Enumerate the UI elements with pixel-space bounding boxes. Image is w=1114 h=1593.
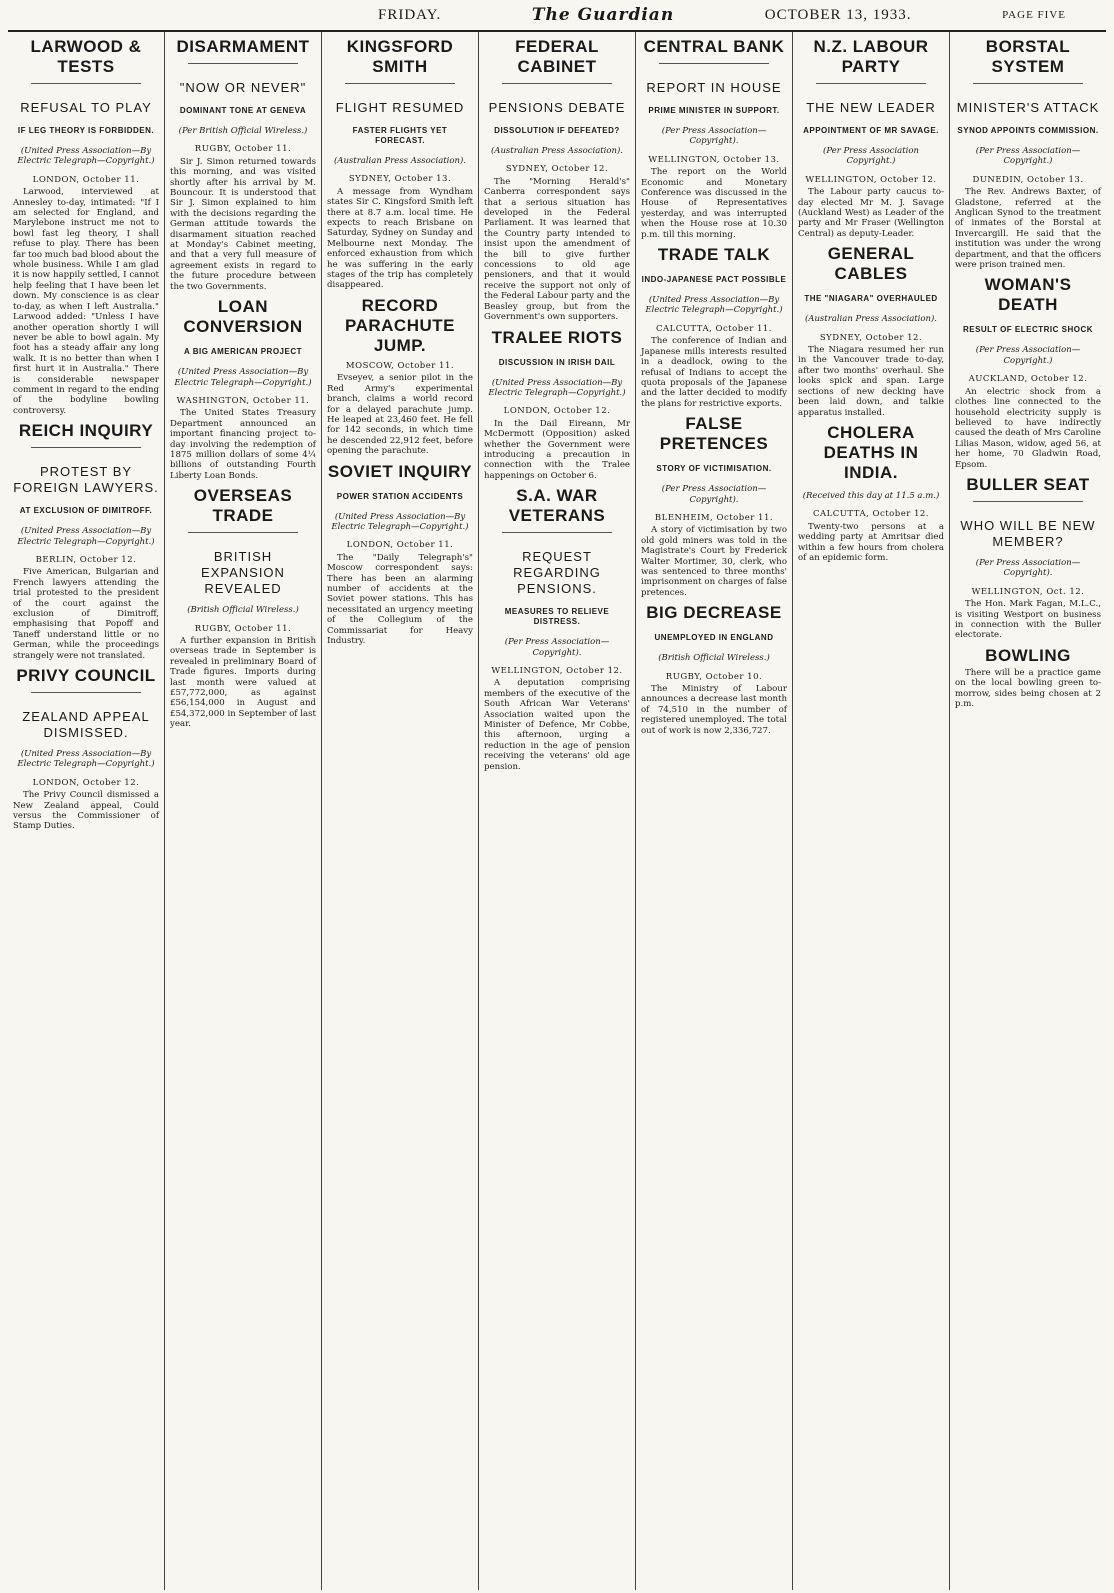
- headline: SOVIET INQUIRY: [327, 461, 473, 481]
- deck: THE "NIAGARA" OVERHAULED: [804, 294, 938, 304]
- headline: PRIVY COUNCIL: [16, 666, 156, 686]
- subhead: REQUEST REGARDING PENSIONS.: [513, 549, 601, 597]
- body-text: Evseyev, a senior pilot in the Red Army's experimental branch, claims a world record for a delayed parachute jump. He leaped at 23,460 feet. He fell for 142 seconds, in which time he descended 22,912 feet, before opening the parachute.: [327, 373, 473, 457]
- headline: BORSTAL SYSTEM: [985, 37, 1071, 76]
- dateline: SYDNEY, October 12.: [505, 164, 609, 175]
- dateline: WELLINGTON, October 12.: [491, 665, 623, 676]
- headline: GENERAL CABLES: [827, 244, 915, 284]
- article: [170, 486, 316, 729]
- headline: FEDERAL CABINET: [515, 37, 599, 76]
- rule: [973, 501, 1083, 502]
- deck: SYNOD APPOINTS COMMISSION.: [957, 126, 1099, 135]
- article: [641, 603, 787, 736]
- body-text: The Niagara resumed her run in the Vancouver trade to-day, after two months' overhaul. She looks spick and span. Large sections of new decking have been laid down, and talkie apparatus installed.: [798, 345, 944, 418]
- article: [798, 423, 944, 563]
- dateline: AUCKLAND, October 12.: [968, 374, 1088, 385]
- headline: N.Z. LABOUR PARTY: [813, 37, 929, 76]
- article: [955, 475, 1101, 641]
- body-text: There will be a practice game on the local bowling green to-morrow, sides being chosen at 2 p.m.: [955, 667, 1101, 709]
- credit-line: (Per Press Association—Copyright).: [661, 126, 767, 147]
- deck: DISSOLUTION IF DEFEATED?: [494, 126, 620, 135]
- rule: [31, 447, 141, 448]
- subhead: ZEALAND APPEAL DISMISSED.: [22, 709, 150, 741]
- deck: PRIME MINISTER IN SUPPORT.: [648, 106, 780, 115]
- deck: MEASURES TO RELIEVE DISTRESS.: [504, 607, 610, 627]
- article: [484, 37, 630, 323]
- body-text: The Labour party caucus to-day elected Mr M. J. Savage (Auckland West) as Leader of the party and Mr Fraser (Wellington Central) as deputy-Leader.: [798, 187, 944, 239]
- body-text: A deputation comprising members of the executive of the South African War Veterans' Association waited upon the Minister of Defence, Mr Cobbe, this afternoon, urging a reduction in the age of pension receiving the veterans' old age pension.: [484, 678, 630, 772]
- article: [170, 37, 316, 292]
- rule: [973, 83, 1083, 84]
- rule: [502, 83, 612, 84]
- body-text: The Ministry of Labour announces a decrease last month of 74,510 in the number of registered unemployed. The total out of work is now 2,336,727.: [641, 684, 787, 736]
- headline: LOAN CONVERSION: [183, 297, 303, 337]
- masthead-title: The Guardian: [531, 5, 675, 25]
- article: [641, 245, 787, 409]
- dateline: LONDON, October 12.: [32, 777, 140, 788]
- body-text: Sir J. Simon returned towards this morning, and was visited shortly after his arrival by M. Bouncour. It is understood that Sir J. Simon explained to him with the decisions regarding the German attitude towards the disarmament situation reached at Monday's Cabinet meeting, and that a very full measure of agreement exists in regard to the future procedure between the two Governments.: [170, 156, 316, 292]
- article: [327, 37, 473, 291]
- deck: UNEMPLOYED IN ENGLAND: [654, 633, 774, 643]
- dateline: RUGBY, October 11.: [194, 144, 292, 155]
- dateline: RUGBY, October 10.: [665, 671, 763, 682]
- credit-line: (United Press Association—By Electric Telegraph—Copyright.): [17, 749, 155, 770]
- credit-line: (Australian Press Association).: [490, 146, 624, 156]
- body-text: The conference of Indian and Japanese mills interests resulted in a deadlock, owing to the refusal of Indians to accept the quota proposals of the Japanese and the latter decided to modify the plans for restrictive exports.: [641, 336, 787, 409]
- article: [13, 421, 159, 661]
- body-text: The Hon. Mark Fagan, M.L.C., is visiting Westport on business in connection with the Buller electorate.: [955, 599, 1101, 641]
- subhead: PENSIONS DEBATE: [488, 100, 626, 115]
- credit-line: (United Press Association—By Electric Telegraph—Copyright.): [17, 146, 155, 167]
- headline: DISARMAMENT: [176, 37, 310, 56]
- body-text: Twenty-two persons at a wedding party at Amritsar died within a few hours from cholera of an epidemic form.: [798, 521, 944, 563]
- dateline: WASHINGTON, October 11.: [176, 395, 310, 406]
- article: [955, 275, 1101, 469]
- headline: OVERSEAS TRADE: [193, 486, 293, 526]
- body-text: The United States Treasury Department announced an important financing project to-day involving the redemption of 1875 million dollars of some 4¼ billions of outstanding Fourth Liberty Loan Bonds.: [170, 408, 316, 481]
- credit-line: (Australian Press Association).: [804, 314, 938, 325]
- column-5: [636, 32, 793, 1590]
- dateline: LONDON, October 12.: [503, 406, 611, 417]
- body-text: The "Morning Herald's" Canberra correspondent says that a serious situation has developed in the Federal Parliament. It was learned that the Country party intended to insist upon the amendment of the bill to give further concessions to old age pensioners, and that it would receive the support not only of the Federal Labour party and the Beasley group, but from the Government's own supporters.: [484, 176, 630, 323]
- deck: STORY OF VICTIMISATION.: [656, 464, 772, 474]
- rule: [816, 83, 926, 84]
- credit-line: (Per Press Association—Copyright).: [975, 557, 1081, 579]
- body-text: The Privy Council dismissed a New Zealand appeal, Could versus the Commissioner of Stamp Duties.: [13, 790, 159, 832]
- credit-line: (Per Press Association—Copyright).: [661, 484, 767, 505]
- masthead: [8, 0, 1106, 32]
- article: [327, 462, 473, 647]
- article: [484, 328, 630, 482]
- subhead: "NOW OR NEVER": [179, 80, 307, 95]
- subhead: FLIGHT RESUMED: [335, 100, 465, 115]
- headline: S.A. WAR VETERANS: [508, 486, 606, 526]
- dateline: WELLINGTON, October 12.: [805, 174, 937, 185]
- column-2: [165, 32, 322, 1590]
- dateline: SYDNEY, October 13.: [348, 174, 452, 185]
- rule: [31, 692, 141, 693]
- rule: [188, 63, 298, 64]
- body-text: The "Daily Telegraph's" Moscow correspondent says: There has been an alarming number of accidents at the Soviet power stations. This has necessitated an urgency meeting of the Collegium of the Commissariat for Heavy Industry.: [327, 552, 473, 646]
- headline: TRADE TALK: [657, 245, 771, 265]
- dateline: SYDNEY, October 12.: [819, 332, 923, 343]
- subhead: REFUSAL TO PLAY: [20, 100, 152, 115]
- article: [484, 486, 630, 772]
- body-text: A further expansion in British overseas trade in September is revealed in preliminary Board of Trade figures. Imports during last month were valued at £57,772,000, as against £56,154,000 in August and £54,372,000 in September of last year.: [170, 635, 316, 730]
- deck: A BIG AMERICAN PROJECT: [184, 347, 302, 357]
- headline: CENTRAL BANK: [643, 37, 785, 56]
- article: [955, 37, 1101, 270]
- rule: [345, 83, 455, 84]
- article: [955, 646, 1101, 710]
- body-text: Larwood, interviewed at Annesley to-day, intimated: "If I am selected for England, and Marylebone instruct me not to bowl fast leg theory, I shall refuse to play. There has been far too much bad blood about the whole business. While I am glad it is now happily settled, I cannot help feeling that I have been let down. My conscience is as clear to-day, as when I left Australia." Larwood added: "Unless I have another operation shortly I will never be able to bowl again. My foot has a steady affair any long walk. It is no better than when I first hurt it in Australia." There is considerable newspaper comment in regard to the ending of the bodyline bowling controversy.: [13, 187, 159, 416]
- dateline: LONDON, October 11.: [346, 540, 454, 551]
- headline: CHOLERA DEATHS IN INDIA.: [823, 422, 919, 482]
- body-text: An electric shock from a clothes line connected to the household electricity supply is believed to have indirectly caused the death of Mrs Caroline Lilias Mason, widow, aged 56, at her home, 70 Gladwin Road, Epsom.: [955, 386, 1101, 470]
- credit-line: (Per Press Association Copyright.): [823, 146, 919, 167]
- body-text: In the Dail Eireann, Mr McDermott (Opposition) asked whether the Government were introducing a precaution in connection with the Tralee happenings on October 6.: [484, 418, 630, 481]
- column-4: [479, 32, 636, 1590]
- article: [327, 296, 473, 457]
- deck: DISCUSSION IN IRISH DAIL: [498, 357, 616, 367]
- column-7: [950, 32, 1106, 1590]
- dateline: CALCUTTA, October 11.: [655, 323, 773, 334]
- body-text: The Rev. Andrews Baxter, of Gladstone, referred at the Anglican Synod to the treatment of inmates of the Borstal at Invercargill. He said that the institution was under the wrong department, and that the officers were prison trained men.: [955, 187, 1101, 271]
- dateline: BLENHEIM, October 11.: [654, 512, 774, 523]
- credit-line: (British Official Wireless.): [658, 653, 770, 664]
- credit-line: (United Press Association—By Electric Telegraph—Copyright.): [17, 526, 155, 547]
- dateline: WELLINGTON, October 13.: [648, 154, 780, 165]
- deck: DOMINANT TONE AT GENEVA: [179, 106, 307, 115]
- credit-line: (Per Press Association—Copyright.): [975, 146, 1081, 167]
- subhead: BRITISH EXPANSION REVEALED: [201, 549, 285, 597]
- dateline: CALCUTTA, October 12.: [812, 509, 930, 520]
- article: [13, 37, 159, 416]
- deck: APPOINTMENT OF MR SAVAGE.: [803, 126, 939, 135]
- rule: [659, 63, 769, 64]
- article: [13, 666, 159, 832]
- deck: INDO-JAPANESE PACT POSSIBLE: [641, 275, 787, 285]
- article: [641, 37, 787, 240]
- credit-line: (United Press Association—By Electric Telegraph—Copyright.): [488, 377, 626, 398]
- article: [798, 37, 944, 239]
- credit-line: (United Press Association—By Electric Telegraph—Copyright.): [331, 511, 469, 532]
- credit-line: (Per British Official Wireless.): [178, 126, 308, 136]
- column-6: [793, 32, 950, 1590]
- subhead: THE NEW LEADER: [806, 100, 936, 115]
- subhead: REPORT IN HOUSE: [646, 80, 782, 95]
- credit-line: (Per Press Association—Copyright).: [504, 637, 610, 658]
- headline: BULLER SEAT: [966, 474, 1090, 494]
- credit-line: (British Official Wireless.): [187, 605, 299, 616]
- article: [798, 244, 944, 418]
- headline: BOWLING: [985, 645, 1071, 665]
- deck: IF LEG THEORY IS FORBIDDEN.: [17, 126, 155, 135]
- credit-line: (United Press Association—By Electric Telegraph—Copyright.): [645, 295, 783, 316]
- body-text: A story of victimisation by two old gold miners was told in the Magistrate's Court by Frederick Walter Mortimer, 30, clerk, who was sentenced to three months' imprisonment on charges of false pretences.: [641, 525, 787, 598]
- headline: REICH INQUIRY: [18, 421, 154, 441]
- dateline: BERLIN, October 12.: [35, 554, 137, 565]
- headline: FALSE PRETENCES: [659, 414, 769, 454]
- deck: RESULT OF ELECTRIC SHOCK: [962, 325, 1094, 335]
- subhead: MINISTER'S ATTACK: [956, 100, 1100, 115]
- masthead-date: OCTOBER 13, 1933.: [764, 6, 912, 23]
- rule: [31, 83, 141, 84]
- headline: KINGSFORD SMITH: [346, 37, 454, 76]
- subhead: WHO WILL BE NEW MEMBER?: [960, 517, 1096, 549]
- page-number: PAGE FIVE: [1002, 9, 1066, 21]
- credit-line: (Per Press Association—Copyright.): [975, 345, 1081, 366]
- article: [641, 414, 787, 598]
- column-1: [8, 32, 165, 1590]
- column-3: [322, 32, 479, 1590]
- headline: WOMAN'S DEATH: [984, 275, 1072, 315]
- headline: LARWOOD & TESTS: [30, 37, 142, 76]
- deck: POWER STATION ACCIDENTS: [336, 491, 464, 501]
- body-text: Five American, Bulgarian and French lawyers attending the trial protested to the president of the court against the exclusion of Dimitroff, emphasising that Popoff and Taneff understand little or no German, while the proceedings strangely were not translated.: [13, 567, 159, 661]
- dateline: DUNEDIN, October 13.: [972, 174, 1084, 185]
- headline: TRALEE RIOTS: [491, 327, 623, 347]
- credit-line: (Australian Press Association).: [333, 156, 467, 166]
- article: [170, 297, 316, 481]
- masthead-day: FRIDAY.: [378, 6, 442, 23]
- rule: [502, 532, 612, 533]
- subhead: PROTEST BY FOREIGN LAWYERS.: [13, 464, 159, 496]
- dateline: RUGBY, October 11.: [194, 623, 292, 634]
- deck: AT EXCLUSION OF DIMITROFF.: [19, 506, 153, 516]
- headline: BIG DECREASE: [646, 603, 782, 623]
- dateline: MOSCOW, October 11.: [345, 360, 455, 371]
- rule: [188, 532, 298, 533]
- columns: [8, 32, 1106, 1590]
- credit-line: (Received this day at 11.5 a.m.): [802, 490, 940, 501]
- body-text: A message from Wyndham states Sir C. Kingsford Smith left there at 8.7 a.m. local time. He expects to reach Brisbane on Saturday, Sydney on Sunday and Melbourne next Monday. The enforced exhaustion from which he was suffering in the early stages of the trip has completely disappeared.: [327, 186, 473, 291]
- credit-line: (United Press Association—By Electric Telegraph—Copyright.): [174, 367, 312, 388]
- body-text: The report on the World Economic and Monetary Conference was discussed in the House of Representatives yesterday, and was interrupted when the House rose at 10.30 p.m. till this morning.: [641, 167, 787, 240]
- deck: FASTER FLIGHTS YET FORECAST.: [352, 126, 448, 145]
- dateline: LONDON, October 11.: [32, 174, 140, 185]
- headline: RECORD PARACHUTE JUMP.: [345, 295, 455, 355]
- dateline: WELLINGTON, Oct. 12.: [971, 586, 1085, 597]
